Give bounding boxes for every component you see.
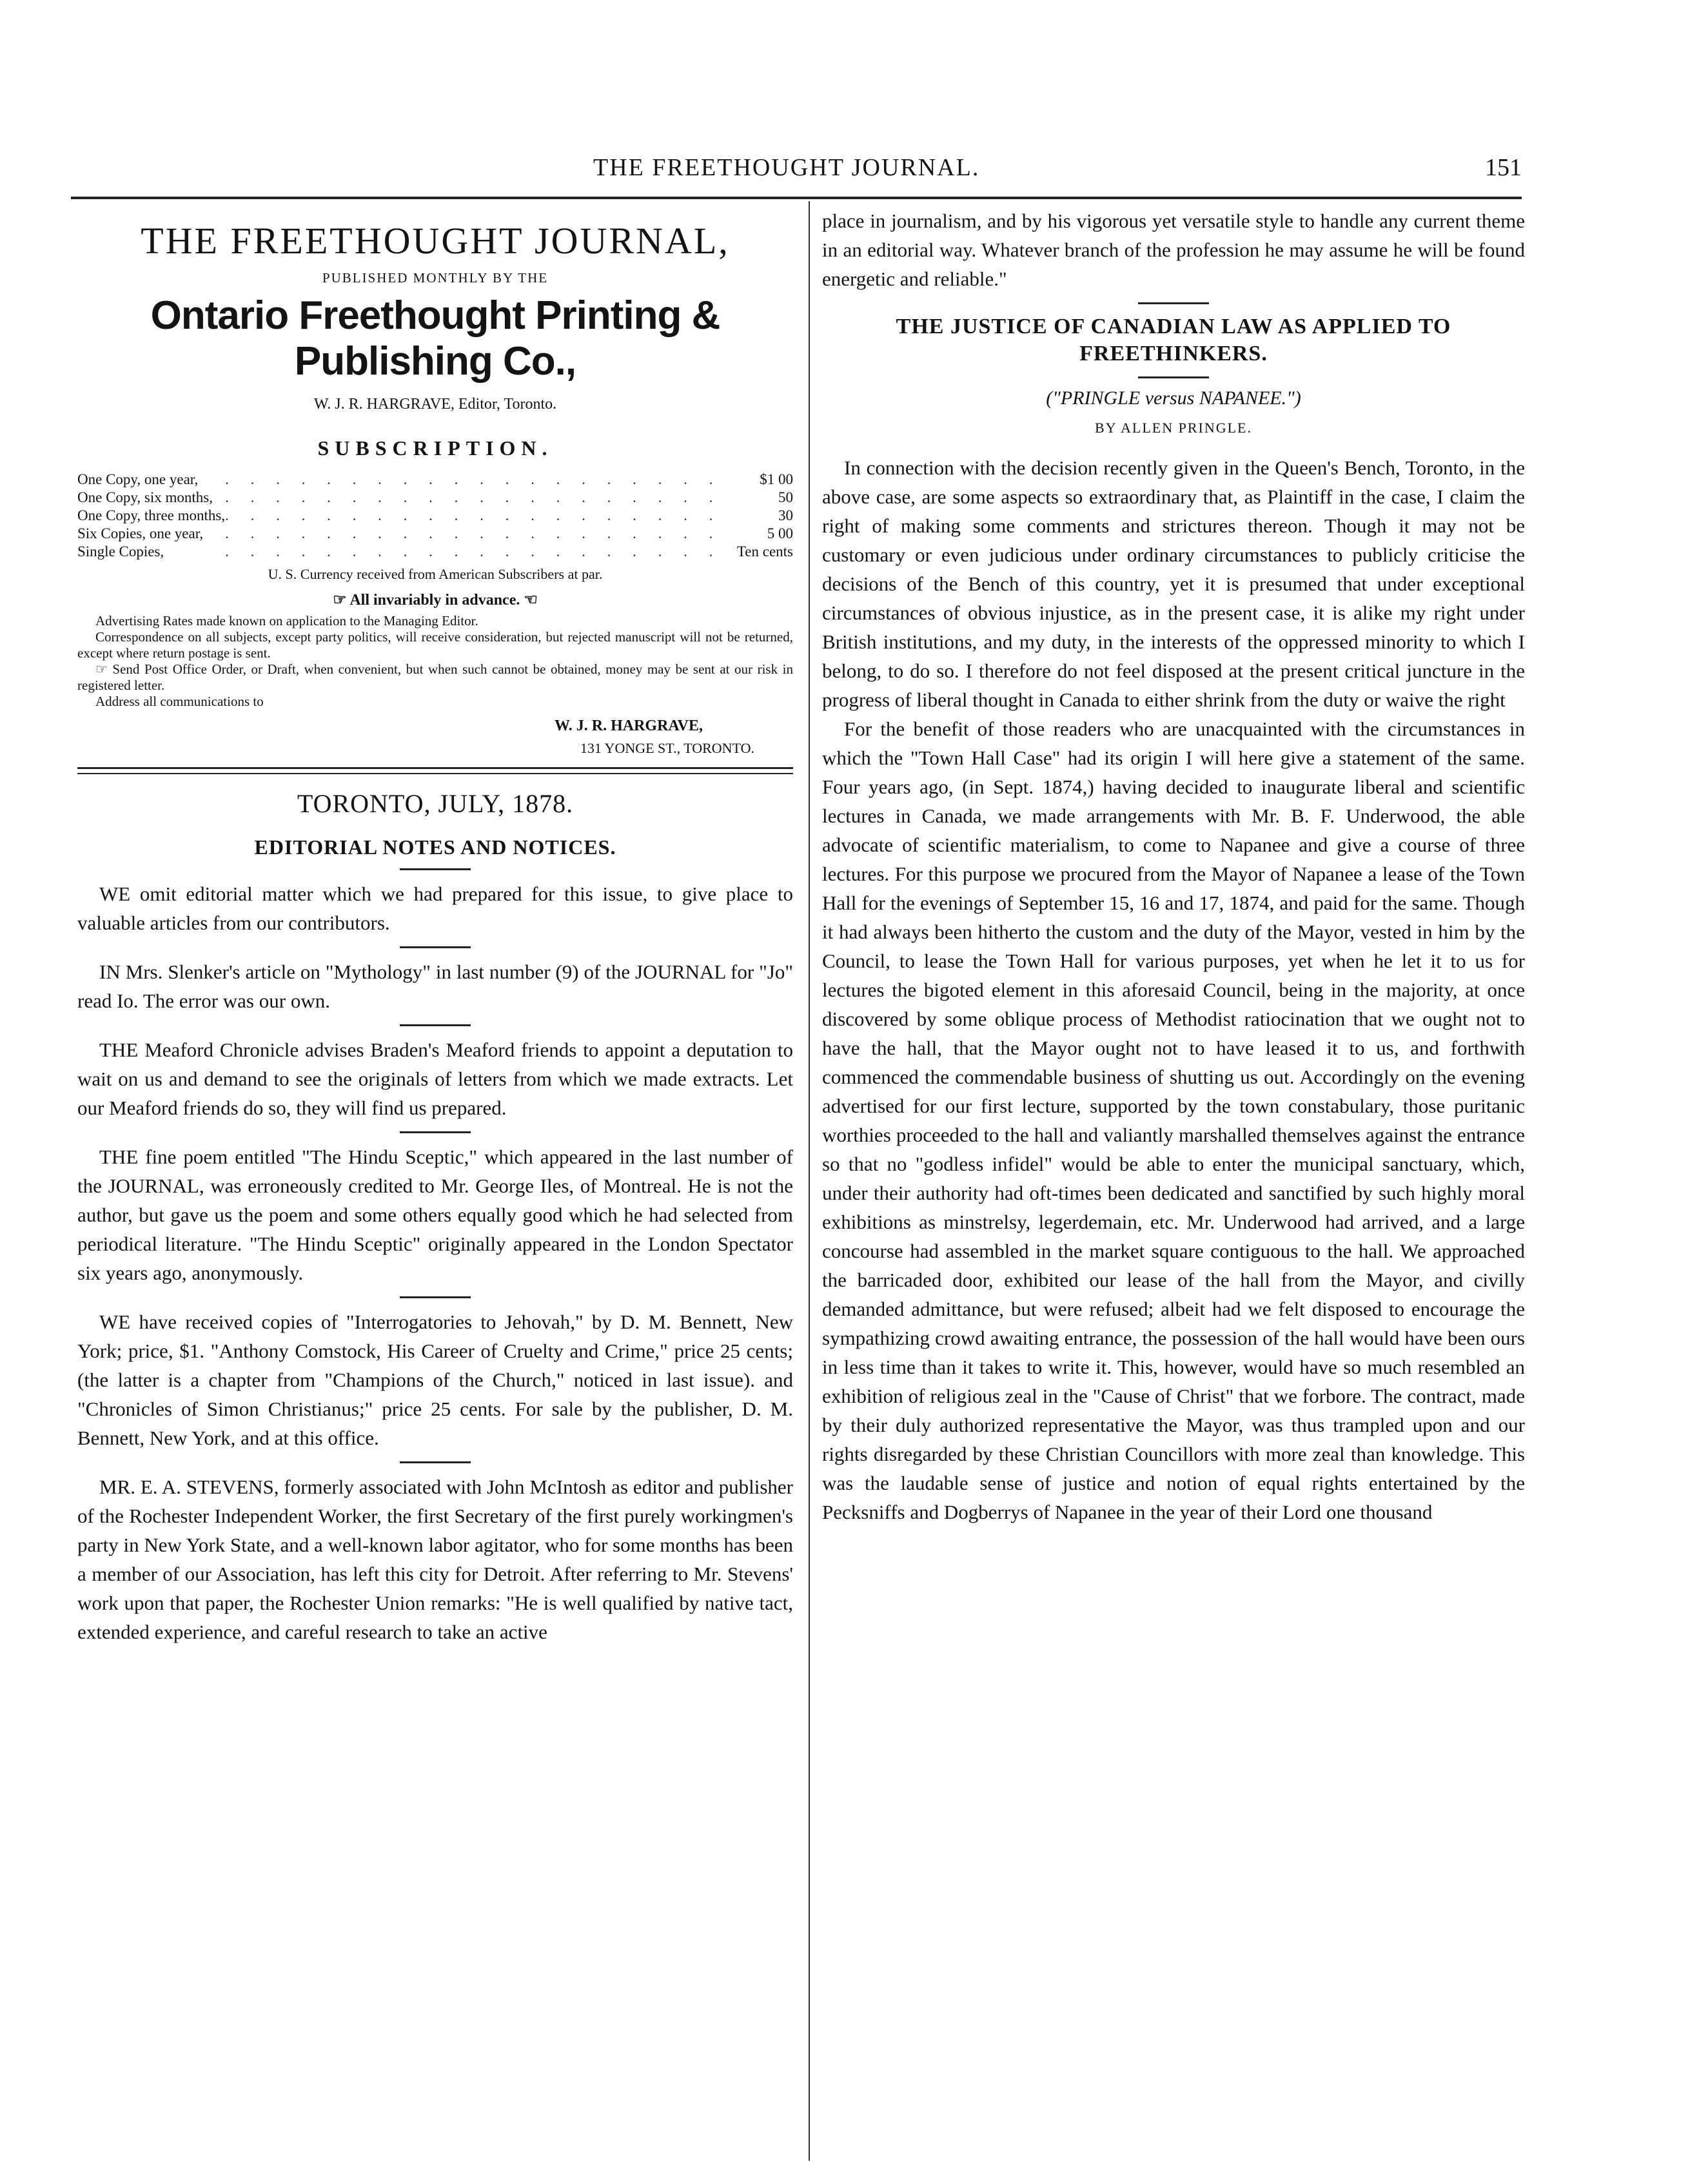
leader-dots: . . . . . . . . . . . . . . . . . . . . [225,489,722,505]
notice-remittance: ☞ Send Post Office Order, or Draft, when convenient, but when such cannot be obtained, money may be sent at our risk in registered letter. [77,661,793,693]
rate-price: $1 00 [760,471,793,487]
left-column [77,206,793,1646]
masthead-title: THE FREETHOUGHT JOURNAL, [141,220,730,262]
rate-row [77,471,793,489]
masthead-company: Ontario Freethought Printing & Publishing Co., [150,293,720,384]
rate-row [77,525,793,543]
subscription-rates [77,471,793,561]
notice-address: Address all communications to [95,694,264,709]
short-rule [400,1131,471,1133]
address-street: 131 YONGE ST., TORONTO. [580,740,754,756]
double-rule [77,767,793,774]
article-paragraph: In connection with the decision recently given in the Queen's Bench, Toronto, in the above case, are some aspects so extraordinary that, as Plaintiff in the case, I claim the right of making some comments and strictures thereon. Though it may not be customary or even judicious under ordinary circumstances to publicly criticise the decisions of the Bench of this country, yet it is presumed that under exceptional circumstances of obvious injustice, as in the present case, it is alike my right under British institutions, and my duty, in the interests of the oppressed minority to which I belong, to do so. I therefore do not feel disposed at the present critical juncture in the progress of liberal thought in Canada to either shrink from the duty or waive the right [822,456,1525,711]
continued-text: place in journalism, and by his vigorous yet versatile style to handle any current theme in an editorial way. Whatever branch of the profession he may assume he will be found energetic and reliable." [822,210,1525,290]
rate-label: Six Copies, one year, [77,525,204,541]
short-rule [400,1024,471,1026]
article-subtitle: ("PRINGLE versus NAPANEE.") [1046,387,1301,409]
article-title: THE JUSTICE OF CANADIAN LAW AS APPLIED TO FREETHINKERS. [896,315,1451,366]
short-rule [400,1296,471,1298]
leader-dots: . . . . . . . . . . . . . . . . . . . . [225,507,722,523]
rate-price: 30 [778,507,793,523]
editorial-note: THE fine poem entitled "The Hindu Sceptic," which appeared in the last number of the JOURNAL, was erroneously credited to Mr. George Iles, of Montreal. He is not the author, but gave us the poem and some others equally good which he had selected from periodical literature. "The Hindu Sceptic" originally appeared in the London Spectator six years ago, anonymously. [77,1146,793,1284]
subscription-heading: SUBSCRIPTION. [317,436,553,460]
notice-advertising: Advertising Rates made known on application to the Managing Editor. [95,613,478,629]
masthead-published-by: PUBLISHED MONTHLY BY THE [322,270,549,286]
rate-label: Single Copies, [77,543,164,560]
short-rule [1138,376,1209,378]
editorial-heading: EDITORIAL NOTES AND NOTICES. [254,835,616,859]
article-paragraph: For the benefit of those readers who are unacquainted with the circumstances in which the "Town Hall Case" had its origin I will here give a statement of the same. Four years ago, (in Sept. 1874,) having decided to inaugurate liberal and scientific lectures in Canada, we made arrangements with Mr. B. F. Underwood, the able advocate of scientific materialism, to come to Napanee and give a course of three lectures. For this purpose we procured from the Mayor of Napanee a lease of the Town Hall for the evenings of September 15, 16 and 17, 1874, and paid for the same. Though it had always been hitherto the custom and the duty of the Mayor, vested in him by the Council, to lease the Town Hall for various purposes, yet when he let it to us for lectures the bigoted element in this aforesaid Council, being in the majority, at once discovered by some oblique process of Methodist ratiocination that we ought not to have the hall, that the Mayor ought not to have leased it to us, and forthwith commenced the commendable business of shutting us out. Accordingly on the evening advertised for our first lecture, supported by the town constabulary, those puritanic worthies proceeded to the hall and valiantly marshalled themselves against the entrance so that no "godless infidel" would be able to enter the municipal sanctuary, which, under their authority had oft-times been dedicated and sanctified by such highly moral exhibitions as minstrelsy, legerdemain, etc. Mr. Underwood had arrived, and a large concourse had assembled in the market square contiguous to the hall. We approached the barricaded door, exhibited our lease of the hall from the Mayor, and civilly demanded admittance, but were refused; albeit had we felt disposed to encourage the sympathizing crowd awaiting entrance, the possession of the hall would have been ours in less time than it takes to write it. This, however, would have so much resembled an exhibition of religious zeal in the "Cause of Christ" that we forbore. The contract, made by their duly authorized representative the Mayor, was thus trampled upon and our rights disregarded by these Christian Councillors with more zeal than knowledge. This was the laudable sense of justice and notion of equal rights entertained by the Pecksniffs and Dogberrys of Napanee in the year of their Lord one thousand [822,717,1525,1523]
column-divider [809,201,810,2161]
currency-note: U. S. Currency received from American Subscribers at par. [268,566,603,582]
header-rule [71,197,1522,199]
editorial-note: WE omit editorial matter which we had prepared for this issue, to give place to valuable articles from our contributors. [77,882,793,934]
short-rule [400,1461,471,1463]
rate-row [77,507,793,525]
short-rule [400,946,471,948]
editorial-note: WE have received copies of "Interrogatories to Jehovah," by D. M. Bennett, New York; price, $1. "Anthony Comstock, His Career of Cruelty and Crime," price 25 cents; (the latter is a chapter from "Champions of the Church," noticed in last issue). and "Chronicles of Simon Christianus;" price 25 cents. For sale by the publisher, D. M. Bennett, New York, and at this office. [77,1311,793,1449]
rate-label: One Copy, six months, [77,489,213,505]
editorial-note: MR. E. A. STEVENS, formerly associated with John McIntosh as editor and publisher of the Rochester Independent Worker, the first Secretary of the first purely workingmen's party in New York State, and a well-known labor agitator, who for some months has been a member of our Association, has left this city for Detroit. After referring to Mr. Stevens' work upon that paper, the Rochester Union remarks: "He is well qualified by native tact, extended experience, and careful research to take an active [77,1476,793,1643]
editorial-note: IN Mrs. Slenker's article on "Mythology" in last number (9) of the JOURNAL for "Jo" read Io. The error was our own. [77,960,793,1012]
notice-correspondence: Correspondence on all subjects, except party politics, will receive consideration, but rejected manuscript will not be returned, except where return postage is sent. [77,629,793,661]
masthead-editor: W. J. R. HARGRAVE, Editor, Toronto. [313,396,557,413]
leader-dots: . . . . . . . . . . . . . . . . . . . . [225,543,722,560]
running-title: THE FREETHOUGHT JOURNAL. [593,154,980,181]
address-name: W. J. R. HARGRAVE, [554,717,703,734]
rate-row [77,489,793,507]
rate-label: One Copy, one year, [77,471,199,487]
advance-note: ☞ All invariably in advance. ☜ [333,592,538,609]
article-byline: BY ALLEN PRINGLE. [1094,420,1252,436]
rate-label: One Copy, three months, [77,507,226,523]
rate-price: 50 [778,489,793,505]
page-number: 151 [1485,154,1522,181]
editorial-note: THE Meaford Chronicle advises Braden's Meaford friends to appoint a deputation to wait on us and demand to see the originals of letters from which we made extracts. Let our Meaford friends do so, they will find us prepared. [77,1038,793,1119]
leader-dots: . . . . . . . . . . . . . . . . . . . . [225,471,722,487]
short-rule [1138,302,1209,304]
rate-row [77,543,793,561]
rate-price: Ten cents [736,543,793,560]
dateline: TORONTO, JULY, 1878. [297,789,574,818]
leader-dots: . . . . . . . . . . . . . . . . . . . . [225,525,722,541]
right-column [822,206,1525,1526]
rate-price: 5 00 [767,525,793,541]
short-rule [400,868,471,870]
running-head [77,153,1522,192]
